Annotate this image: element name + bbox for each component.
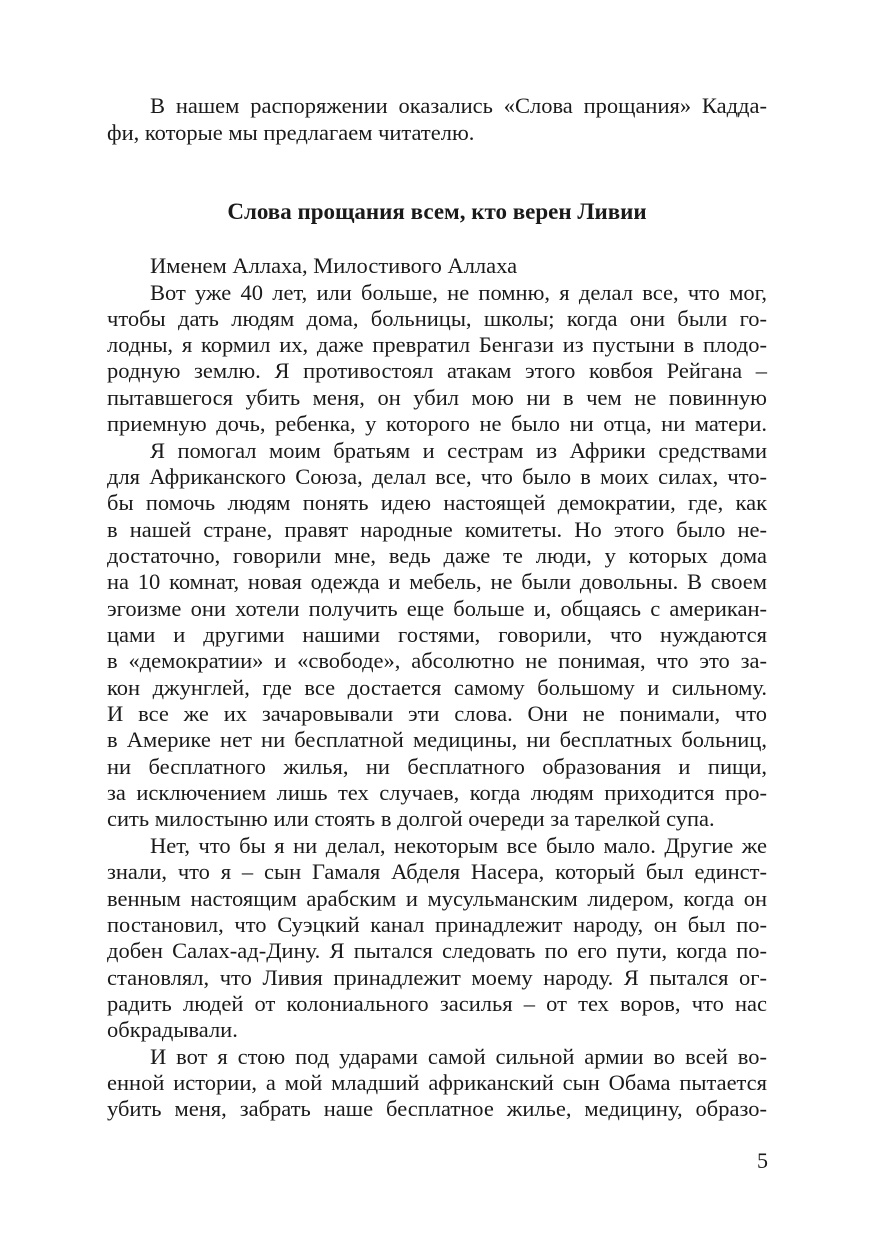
- body-line: в Америке нет ни бесплатной медицины, ни бесплатных больниц,: [107, 727, 767, 752]
- body-line: Вот уже 40 лет, или больше, не помню, я делал все, что мог,: [150, 280, 767, 305]
- body-line: Я помогал моим братьям и сестрам из Африки средствами: [150, 438, 767, 463]
- body-line: чтобы дать людям дома, больницы, школы; когда они были го-: [107, 306, 767, 331]
- intro-line: фи, которые мы предлагаем читателю.: [107, 120, 475, 145]
- body-line: убить меня, забрать наше бесплатное жилье, медицину, образо-: [107, 1096, 767, 1121]
- body-line: постановил, что Суэцкий канал принадлежит народу, он был по-: [107, 912, 767, 937]
- body-line: на 10 комнат, новая одежда и мебель, не были довольны. В своем: [107, 569, 767, 594]
- body-line: достаточно, говорили мне, ведь даже те люди, у которых дома: [107, 543, 767, 568]
- intro-line: В нашем распоряжении оказались «Слова прощания» Кадда-: [150, 93, 767, 118]
- body-line: сить милостыню или стоять в долгой очереди за тарелкой супа.: [107, 806, 715, 831]
- body-line: ни бесплатного жилья, ни бесплатного образования и пищи,: [107, 754, 767, 779]
- body-line: Нет, что бы я ни делал, некоторым все было мало. Другие же: [150, 833, 767, 858]
- body-line: обкрадывали.: [107, 1017, 238, 1042]
- body-line: радить людей от колониального засилья – от тех воров, что нас: [107, 991, 767, 1016]
- body-line: лодны, я кормил их, даже превратил Бенгази из пустыни в плодо-: [107, 332, 767, 357]
- body-line: И все же их зачаровывали эти слова. Они не понимали, что: [107, 701, 767, 726]
- body-line: цами и другими нашими гостями, говорили, что нуждаются: [107, 622, 767, 647]
- body-line: знали, что я – сын Гамаля Абделя Насера, который был единст-: [107, 859, 767, 884]
- body-line: И вот я стою под ударами самой сильной армии во всей во-: [150, 1044, 767, 1069]
- body-line: в нашей стране, правят народные комитеты. Но этого было не-: [107, 517, 767, 542]
- body-line: кон джунглей, где все достается самому большому и сильному.: [107, 675, 767, 700]
- body-line: за исключением лишь тех случаев, когда людям приходится про-: [107, 780, 767, 805]
- page-number: 5: [757, 1148, 768, 1173]
- body-line: приемную дочь, ребенка, у которого не было ни отца, ни матери.: [107, 411, 767, 436]
- body-line: для Африканского Союза, делал все, что было в моих силах, что-: [107, 464, 767, 489]
- body-line: эгоизме они хотели получить еще больше и, общаясь с американ-: [107, 596, 767, 621]
- body-line: добен Салах-ад-Дину. Я пытался следовать по его пути, когда по-: [107, 938, 767, 963]
- body-line: родную землю. Я противостоял атакам этого ковбоя Рейгана –: [107, 358, 767, 383]
- section-heading: Слова прощания всем, кто верен Ливии: [227, 199, 647, 224]
- body-line: в «демократии» и «свободе», абсолютно не понимая, что это за-: [107, 648, 767, 673]
- body-line: Именем Аллаха, Милостивого Аллаха: [150, 253, 518, 278]
- body-line: пытавшегося убить меня, он убил мою ни в чем не повинную: [107, 385, 767, 410]
- body-line: венным настоящим арабским и мусульманским лидером, когда он: [107, 886, 767, 911]
- body-line: становлял, что Ливия принадлежит моему народу. Я пытался ог-: [107, 965, 767, 990]
- body-line: енной истории, а мой младший африканский сын Обама пытается: [107, 1070, 767, 1095]
- body-line: бы помочь людям понять идею настоящей демократии, где, как: [107, 490, 767, 515]
